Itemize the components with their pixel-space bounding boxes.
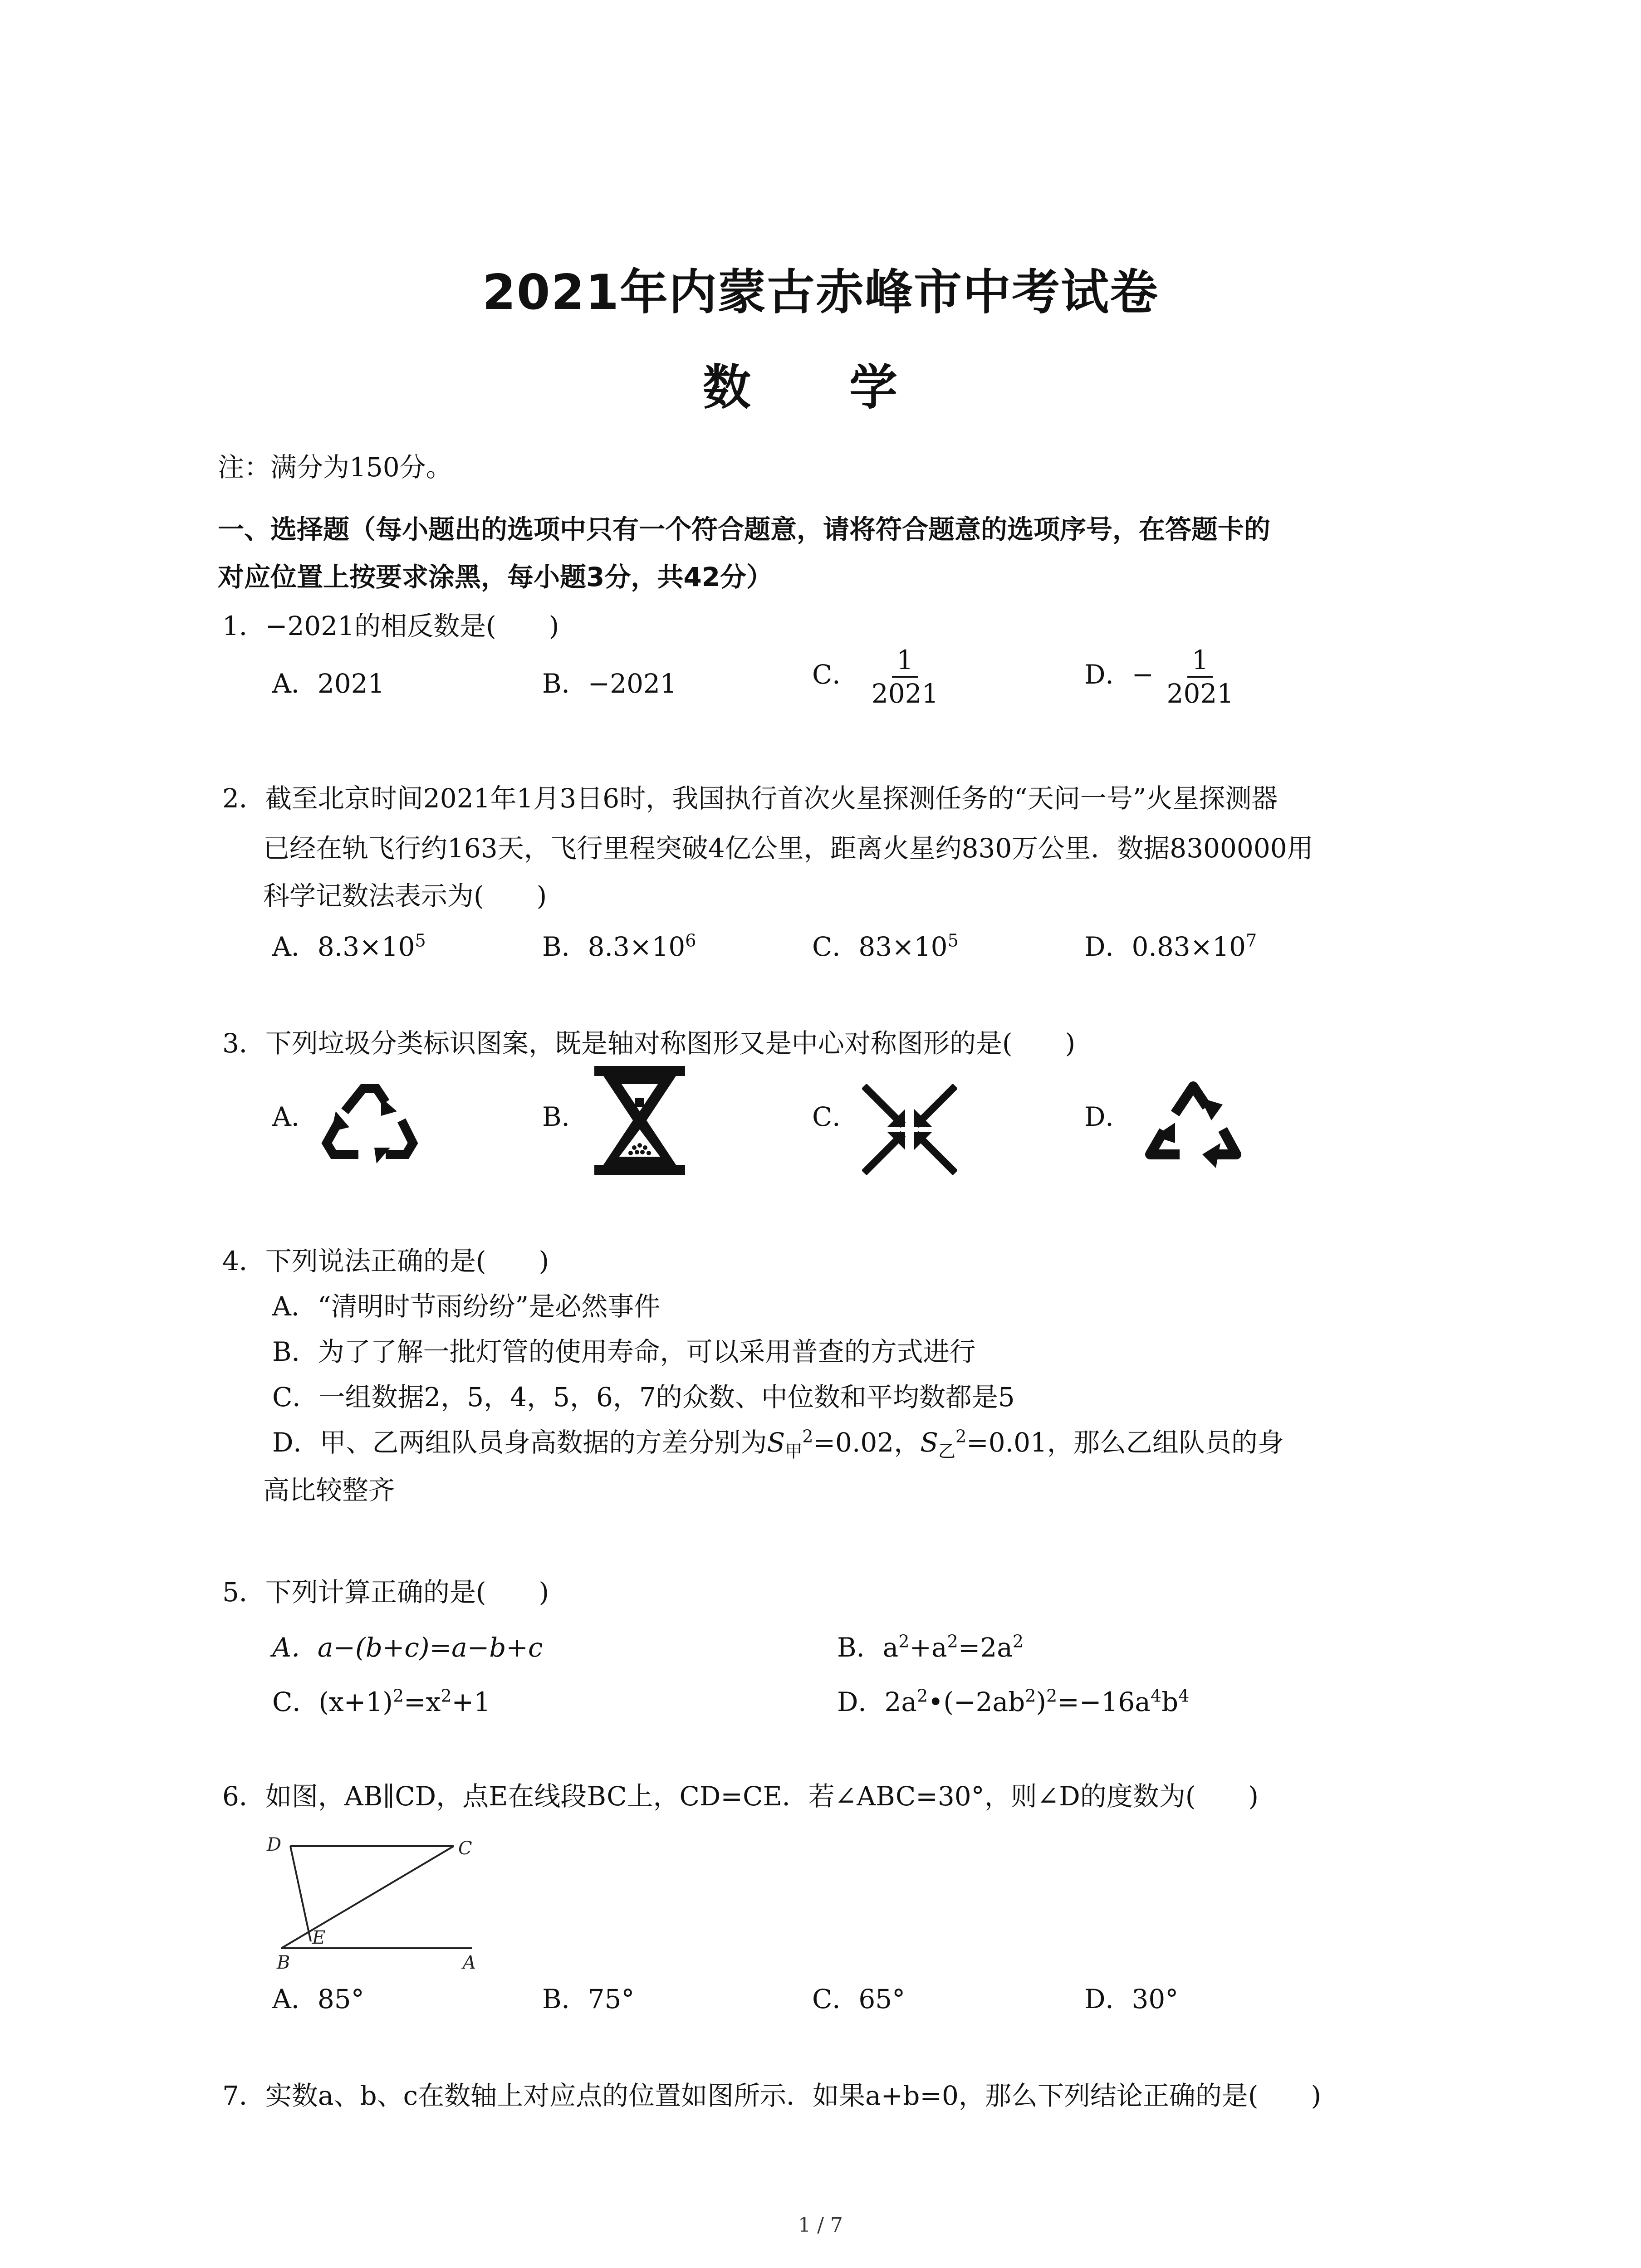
q2-stem-line1: 2．截至北京时间2021年1月3日6时，我国执行首次火星探测任务的“天问一号”火星探测器 <box>222 783 1278 814</box>
recycle-symbol-icon <box>1143 1077 1243 1173</box>
q1-option-d <box>1084 644 1238 709</box>
section-heading-line1: 一、选择题（每小题出的选项中只有一个符合题意，请将符合题意的选项序号，在答题卡的 <box>218 514 1271 545</box>
q5-option-b: B．$a^2+a^2=2a^2$ <box>837 1631 1024 1663</box>
q1-option-d-fraction <box>1162 644 1239 709</box>
q1-option-c <box>812 644 943 709</box>
q3-option-d-label: D． <box>1084 1101 1132 1132</box>
q1-option-a: A．2021 <box>272 668 385 699</box>
q4-option-d: D．甲、乙两组队员身高数据的方差分别为$S_甲^2=0.02$，$S_乙^2=0.01$，那么乙组队员的身 <box>272 1426 1284 1461</box>
q4-option-c: C．一组数据2，5，4，5，6，7的众数、中位数和平均数都是5 <box>272 1382 1015 1413</box>
q4-option-b: B．为了了解一批灯管的使用寿命，可以采用普查的方式进行 <box>272 1336 976 1367</box>
q2-stem-line3: 科学记数法表示为( ) <box>263 880 547 911</box>
q7-stem: 7．实数a、b、c在数轴上对应点的位置如图所示．如果a+b=0，那么下列结论正确的是( ) <box>222 2080 1322 2111</box>
q6-geometry-figure <box>263 1833 481 1973</box>
q1-option-c-label: C． <box>812 659 859 690</box>
page-number: 1 / 7 <box>798 2214 843 2237</box>
section-heading-line2: 对应位置上按要求涂黑，每小题3分，共42分） <box>218 562 773 592</box>
fraction-denominator: 2021 <box>871 678 939 709</box>
q4-stem: 4．下列说法正确的是( ) <box>222 1246 549 1276</box>
q6-option-b: B．75° <box>542 1984 635 2014</box>
q3-option-a-label: A． <box>272 1101 318 1132</box>
fraction-denominator: 2021 <box>1166 678 1234 709</box>
q6-label-e: E <box>312 1927 326 1948</box>
q2-option-b: B．$8.3\times 10^6$ <box>542 930 696 962</box>
q1-stem: 1．−2021的相反数是( ) <box>222 611 559 641</box>
q2-option-c: C．$83\times 10^5$ <box>812 930 959 962</box>
q6-label-c: C <box>458 1838 472 1859</box>
q6-option-a: A．85° <box>272 1984 364 2014</box>
q6-label-d: D <box>267 1834 282 1855</box>
q4-option-a: A．“清明时节雨纷纷”是必然事件 <box>272 1291 661 1322</box>
q6-stem: 6．如图，AB∥CD，点E在线段BC上，CD=CE．若∠ABC=30°，则∠D的度数为( ) <box>222 1781 1259 1812</box>
hourglass-icon <box>594 1066 685 1175</box>
page-subject: 数 学 <box>703 360 938 415</box>
q6-option-c: C．65° <box>812 1984 906 2014</box>
q3-option-b-label: B． <box>542 1101 588 1132</box>
q3-option-c-label: C． <box>812 1101 859 1132</box>
inward-arrows-icon <box>862 1084 957 1175</box>
q6-option-d: D．30° <box>1084 1984 1179 2014</box>
q1-option-d-label: D．− <box>1084 659 1154 690</box>
fraction-numerator: 1 <box>892 644 918 678</box>
fraction-numerator: 1 <box>1187 644 1213 678</box>
q4-option-d-line2: 高比较整齐 <box>263 1475 395 1505</box>
q2-option-d: D．$0.83\times 10^7$ <box>1084 930 1257 962</box>
q1-option-c-fraction <box>867 644 943 709</box>
q5-stem: 5．下列计算正确的是( ) <box>222 1577 549 1608</box>
score-note: 注：满分为150分。 <box>218 452 452 483</box>
q5-option-c: C．$(x+1)^2=x^2+1$ <box>272 1686 491 1717</box>
q6-label-b: B <box>277 1952 290 1973</box>
page-title: 2021年内蒙古赤峰市中考试卷 <box>482 264 1159 320</box>
q6-label-a: A <box>463 1952 476 1973</box>
q2-stem-line2: 已经在轨飞行约163天，飞行里程突破4亿公里，距离火星约830万公里．数据8300000用 <box>263 833 1313 864</box>
recycle-triangle-icon <box>318 1080 422 1166</box>
q5-option-d: D．$2a^2•(-2ab^2)^2=-16a^4b^4$ <box>837 1686 1190 1717</box>
q2-option-a: A．$8.3\times 10^5$ <box>272 930 426 962</box>
q5-option-a: A．a−(b+c)=a−b+c <box>272 1632 543 1663</box>
q3-stem: 3．下列垃圾分类标识图案，既是轴对称图形又是中心对称图形的是( ) <box>222 1028 1076 1059</box>
q1-option-b: B．−2021 <box>542 668 677 699</box>
